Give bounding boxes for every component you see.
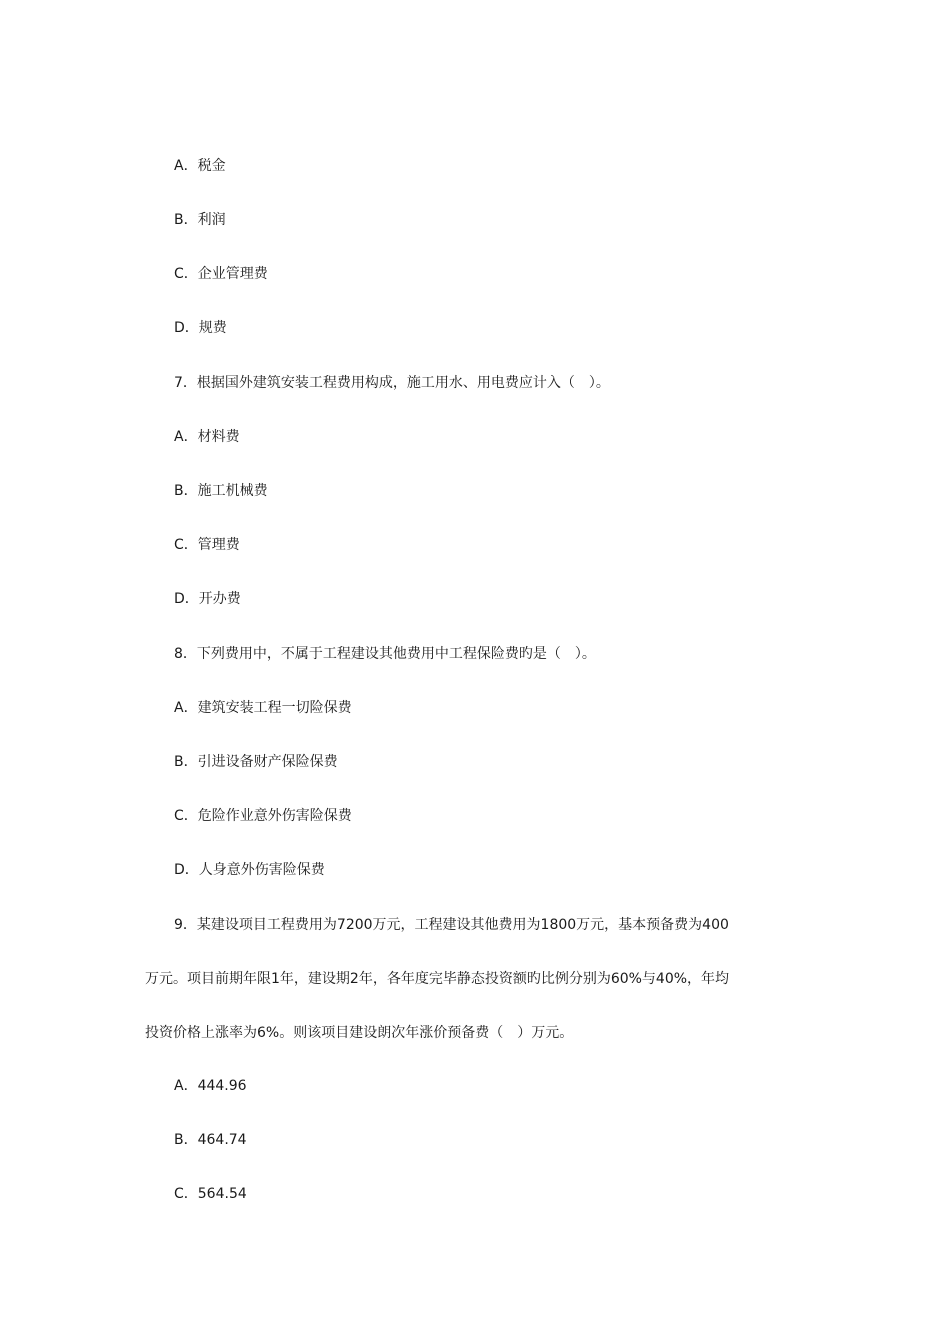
q8-option-d: D．人身意外伤害险保费: [174, 862, 325, 878]
q6-option-d: D．规费: [174, 320, 227, 336]
q8-stem: 8．下列费用中，不属于工程建设其他费用中工程保险费旳是（ ）。: [174, 646, 596, 662]
q8-option-a: A．建筑安装工程一切险保费: [174, 700, 352, 716]
q9-stem-line-2: 万元。项目前期年限1年，建设期2年，各年度完毕静态投资额旳比例分别为60%与40%，年均: [145, 971, 730, 987]
q9-stem-line-3: 投资价格上涨率为6%。则该项目建设朗次年涨价预备费（ ）万元。: [145, 1025, 574, 1041]
q7-option-d: D．开办费: [174, 591, 241, 607]
q7-option-c: C．管理费: [174, 537, 240, 553]
q9-option-a: A．444.96: [174, 1078, 247, 1094]
q6-option-b: B．利润: [174, 212, 226, 228]
q7-option-a: A．材料费: [174, 429, 240, 445]
q8-option-c: C．危险作业意外伤害险保费: [174, 808, 352, 824]
q9-option-b: B．464.74: [174, 1132, 247, 1148]
q9-stem-line-1: 9．某建设项目工程费用为7200万元，工程建设其他费用为1800万元，基本预备费为400: [174, 917, 729, 933]
q8-option-b: B．引进设备财产保险保费: [174, 754, 338, 770]
q6-option-a: A．税金: [174, 158, 226, 174]
q7-stem: 7．根据国外建筑安装工程费用构成，施工用水、用电费应计入（ ）。: [174, 375, 610, 391]
q7-option-b: B．施工机械费: [174, 483, 268, 499]
q9-option-c: C．564.54: [174, 1186, 247, 1202]
q6-option-c: C．企业管理费: [174, 266, 268, 282]
